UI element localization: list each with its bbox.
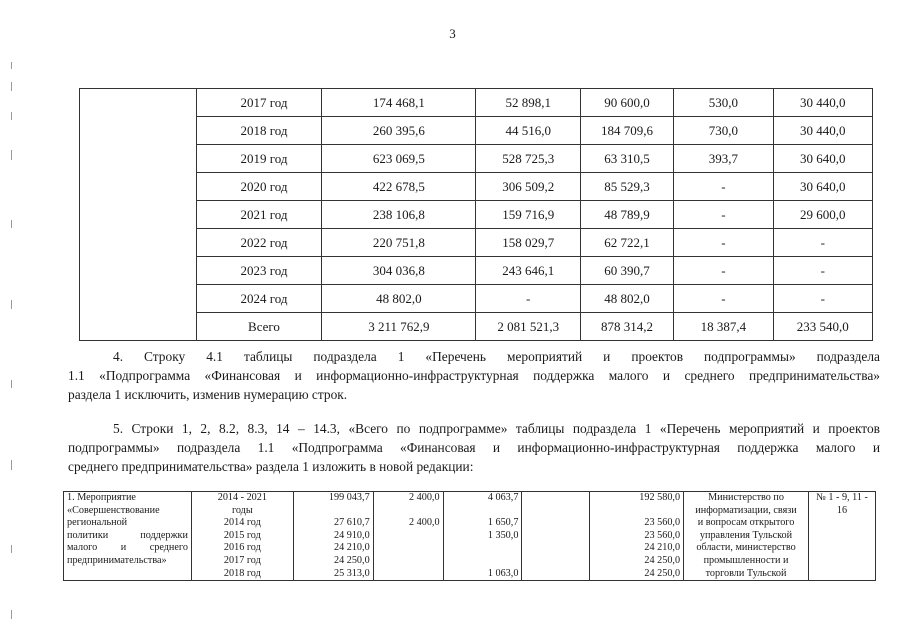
total-line: 24 250,0 [334, 554, 370, 566]
paragraph-4 [68, 347, 880, 404]
col7-line: 23 560,0 [644, 517, 681, 529]
paragraph-line: 4. Строку 4.1 таблицы подраздела 1 «Перечень мероприятий и проектов подпрограммы» подраздела [113, 349, 880, 364]
value-cell: 29 600,0 [773, 201, 872, 229]
responsible-line: области, министерство [696, 542, 796, 554]
margin-mark [11, 220, 12, 228]
value-cell: - [476, 285, 580, 313]
table-row [80, 257, 873, 285]
margin-mark [11, 62, 12, 69]
responsible-line: и вопросам открытого [697, 517, 795, 529]
value-cell: - [674, 173, 773, 201]
measure-name-line: малого и среднего [67, 542, 188, 554]
col4-line [377, 505, 440, 518]
table-row [80, 145, 873, 173]
col4-line [377, 530, 440, 543]
table-row [80, 173, 873, 201]
margin-mark [11, 82, 12, 91]
total-cell: 3 211 762,9 [322, 313, 476, 341]
indicator-line: 16 [836, 504, 848, 516]
col5-line: 1 063,0 [487, 567, 519, 579]
period-line: 2017 год [223, 554, 261, 566]
year-cell: 2023 год [196, 257, 322, 285]
year-cell: 2021 год [196, 201, 322, 229]
paragraph-line: подпрограммы» подраздела 1.1 «Подпрограмма «Финансовая и информационно-инфраструктурная поддержка малого и [68, 440, 880, 455]
period-line: 2016 год [223, 542, 261, 554]
margin-mark [11, 545, 12, 553]
measure-row [64, 492, 876, 581]
value-cell: 878 314,2 [580, 313, 673, 341]
total-cell: 260 395,6 [322, 117, 476, 145]
measure-col5-cell [443, 492, 522, 581]
margin-mark [11, 150, 12, 160]
total-cell: 422 678,5 [322, 173, 476, 201]
value-cell: - [674, 229, 773, 257]
measure-name-line: 1. Мероприятие [67, 492, 136, 503]
year-cell: Всего [196, 313, 322, 341]
margin-mark [11, 610, 12, 619]
page-number: 3 [449, 26, 456, 41]
col5-line [447, 555, 519, 568]
value-cell: 233 540,0 [773, 313, 872, 341]
col5-line: 1 650,7 [487, 517, 519, 529]
responsible-line: промышленности и [703, 554, 789, 566]
value-cell: 30 640,0 [773, 145, 872, 173]
period-line: годы [231, 504, 253, 516]
funding-table [79, 88, 873, 341]
value-cell: 62 722,1 [580, 229, 673, 257]
value-cell: - [773, 285, 872, 313]
total-cell: 48 802,0 [322, 285, 476, 313]
total-cell: 304 036,8 [322, 257, 476, 285]
period-line: 2018 год [223, 567, 261, 579]
measure-col6-cell [522, 492, 590, 581]
total-cell: 220 751,8 [322, 229, 476, 257]
total-cell: 238 106,8 [322, 201, 476, 229]
value-cell: - [674, 201, 773, 229]
total-line: 24 910,0 [334, 529, 370, 541]
value-cell: - [773, 229, 872, 257]
col5-line [447, 542, 519, 555]
year-cell: 2018 год [196, 117, 322, 145]
col7-line: 23 560,0 [644, 529, 681, 541]
col4-line [377, 555, 440, 568]
col4-line [377, 542, 440, 555]
paragraph-5 [68, 419, 880, 476]
total-cell: 623 069,5 [322, 145, 476, 173]
value-cell: 184 709,6 [580, 117, 673, 145]
year-cell: 2017 год [196, 89, 322, 117]
responsible-line: торговли Тульской [705, 567, 787, 579]
paragraph-line: раздела 1 исключить, изменив нумерацию строк. [68, 387, 348, 402]
value-cell: - [674, 257, 773, 285]
col6-line [525, 492, 586, 505]
measure-col4-cell [373, 492, 443, 581]
col5-line: 4 063,7 [487, 492, 519, 503]
col7-line: 24 210,0 [644, 542, 681, 554]
measure-name-line: предпринимательства» [67, 554, 167, 566]
merged-label-cell [80, 89, 197, 341]
paragraph-line: среднего предпринимательства» раздела 1 изложить в новой редакции: [68, 459, 474, 474]
period-line: 2014 - 2021 [217, 492, 267, 503]
measure-col7-cell [590, 492, 684, 581]
value-cell: 730,0 [674, 117, 773, 145]
total-line: 24 210,0 [334, 542, 370, 554]
value-cell: 159 716,9 [476, 201, 580, 229]
value-cell: 306 509,2 [476, 173, 580, 201]
year-cell: 2022 год [196, 229, 322, 257]
value-cell: 44 516,0 [476, 117, 580, 145]
indicator-line: № 1 - 9, 11 - [816, 492, 868, 503]
measure-indicator-cell [808, 492, 875, 581]
value-cell: 393,7 [674, 145, 773, 173]
value-cell: 2 081 521,3 [476, 313, 580, 341]
value-cell: 85 529,3 [580, 173, 673, 201]
paragraph-line: 1.1 «Подпрограмма «Финансовая и информационно-инфраструктурная поддержка малого и среднего предпринимательства» [68, 368, 880, 383]
table-row-total [80, 313, 873, 341]
col5-line [447, 505, 519, 518]
col7-line: 24 250,0 [644, 554, 681, 566]
period-line: 2014 год [223, 517, 261, 529]
value-cell: - [773, 257, 872, 285]
year-cell: 2024 год [196, 285, 322, 313]
measure-responsible-cell [684, 492, 809, 581]
table-row [80, 89, 873, 117]
total-line: 27 610,7 [334, 517, 370, 529]
table-row [80, 117, 873, 145]
col7-line: 24 250,0 [644, 567, 681, 579]
period-line: 2015 год [223, 529, 261, 541]
total-line [297, 505, 370, 518]
value-cell: 30 440,0 [773, 117, 872, 145]
value-cell: 158 029,7 [476, 229, 580, 257]
responsible-line: управления Тульской [699, 529, 793, 541]
margin-mark [11, 380, 12, 388]
col7-line [593, 505, 680, 518]
col7-line: 192 580,0 [639, 492, 681, 503]
col5-line: 1 350,0 [487, 529, 519, 541]
total-cell: 174 468,1 [322, 89, 476, 117]
value-cell: 48 802,0 [580, 285, 673, 313]
total-line: 199 043,7 [328, 492, 370, 503]
value-cell: 48 789,9 [580, 201, 673, 229]
table-row [80, 285, 873, 313]
table-row [80, 201, 873, 229]
margin-mark [11, 460, 12, 470]
measure-name-line: региональной [67, 517, 128, 529]
value-cell: 530,0 [674, 89, 773, 117]
col4-line: 2 400,0 [408, 517, 440, 529]
table-row [80, 229, 873, 257]
value-cell: - [674, 285, 773, 313]
value-cell: 60 390,7 [580, 257, 673, 285]
margin-mark [11, 112, 12, 120]
margin-mark [11, 300, 12, 309]
value-cell: 30 640,0 [773, 173, 872, 201]
paragraph-line: 5. Строки 1, 2, 8.2, 8.3, 14 – 14.3, «Всего по подпрограмме» таблицы подраздела 1 «Перечень мероприятий и проектов [113, 421, 880, 436]
value-cell: 243 646,1 [476, 257, 580, 285]
measure-name-cell [64, 492, 192, 581]
year-cell: 2019 год [196, 145, 322, 173]
measure-total-cell [293, 492, 373, 581]
value-cell: 30 440,0 [773, 89, 872, 117]
measure-name-line: «Совершенствование [67, 504, 160, 516]
col4-line [377, 568, 440, 581]
value-cell: 528 725,3 [476, 145, 580, 173]
responsible-line: Министерство по [708, 492, 784, 503]
value-cell: 90 600,0 [580, 89, 673, 117]
value-cell: 52 898,1 [476, 89, 580, 117]
year-cell: 2020 год [196, 173, 322, 201]
measure-period-cell [191, 492, 293, 581]
value-cell: 18 387,4 [674, 313, 773, 341]
measure-name-line: политики поддержки [67, 529, 188, 541]
col4-line: 2 400,0 [408, 492, 440, 503]
total-line: 25 313,0 [334, 567, 370, 579]
value-cell: 63 310,5 [580, 145, 673, 173]
responsible-line: информатизации, связи [695, 504, 797, 516]
measure-table [63, 491, 876, 581]
